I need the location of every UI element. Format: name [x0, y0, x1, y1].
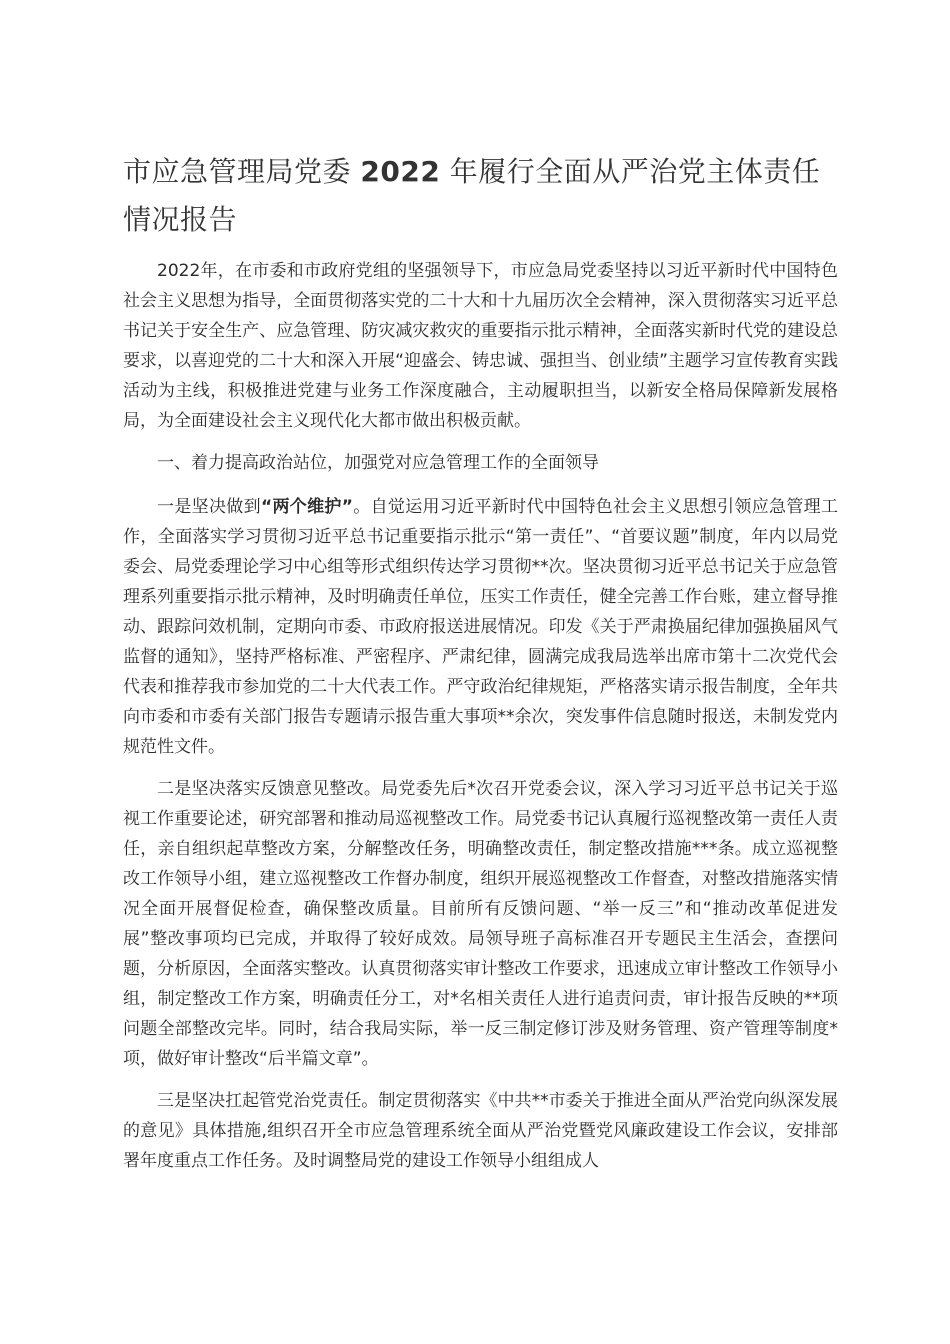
paragraph-3: 三是坚决扛起管党治党责任。制定贯彻落实《中共**市委关于推进全面从严治党向纵深发展的意见》具体措施,组织召开全市应急管理系统全面从严治党暨党风廉政建设工作会议，安排部署年度重点工作任务。及时调整局党的建设工作领导小组组成人 — [123, 1091, 838, 1171]
paragraph-1-body: 。自觉运用习近平新时代中国特色社会主义思想引领应急管理工作，全面落实学习贯彻习近平总书记重要指示批示“第一责任”、“首要议题”制度，年内以局党委会、局党委理论学习中心组等形式组织传达学习贯彻**次。坚决贯彻习近平总书记关于应急管理系列重要指示批示精神，及时明确责任单位，压实工作责任，健全完善工作台账，建立督导推动、跟踪问效机制，定期向市委、市政府报送进展情况。印发《关于严肃换届纪律加强换届风气监督的通知》，坚持严格标准、严密程序、严肃纪律，圆满完成我局选举出席市第十二次党代会代表和推荐我市参加党的二十大代表工作。严守政治纪律规矩，严格落实请示报告制度，全年共向市委和市委有关部门报告专题请示报告重大事项**余次，突发事件信息随时报送，未制发党内规范性文件。 — [123, 497, 838, 757]
paragraph-2: 二是坚决落实反馈意见整改。局党委先后*次召开党委会议，深入学习习近平总书记关于巡视工作重要论述，研究部署和推动局巡视整改工作。局党委书记认真履行巡视整改第一责任人责任，亲自组织起草整改方案，分解整改任务，明确整改责任，制定整改措施***条。成立巡视整改工作领导小组，建立巡视整改工作督办制度，组织开展巡视整改工作督查，对整改措施落实情况全面开展督促检查，确保整改质量。目前所有反馈问题、“举一反三”和“推动改革促进发展”整改事项均已完成，并取得了较好成效。局领导班子高标准召开专题民主生活会，查摆问题，分析原因，全面落实整改。认真贯彻落实审计整改工作要求，迅速成立审计整改工作领导小组，制定整改工作方案，明确责任分工，对*名相关责任人进行追责问责，审计报告反映的**项问题全部整改完毕。同时，结合我局实际，举一反三制定修订涉及财务管理、资产管理等制度*项，做好审计整改“后半篇文章”。 — [123, 779, 838, 1069]
paragraph-1-emphasis: “两个维护” — [260, 497, 353, 517]
paragraph-1-lead: 一是坚决做到 — [157, 497, 261, 517]
paragraph-1 — [123, 492, 838, 762]
title-part-2: 年履行全面从严治党主体责任情况报告 — [123, 155, 821, 236]
title-year: 2022 — [360, 155, 441, 188]
title-part-1: 市应急管理局党委 — [123, 155, 352, 188]
intro-paragraph: 2022年，在市委和市政府党组的坚强领导下，市应急局党委坚持以习近平新时代中国特色社会主义思想为指导，全面贯彻落实党的二十大和十九届历次全会精神，深入贯彻落实习近平总书记关于安全生产、应急管理、防灾减灾救灾的重要指示批示精神，全面落实新时代党的建设总要求，以喜迎党的二十大和深入开展“迎盛会、铸忠诚、强担当、创业绩”主题学习宣传教育实践活动为主线，积极推进党建与业务工作深度融合，主动履职担当，以新安全格局保障新发展格局，为全面建设社会主义现代化大都市做出积极贡献。 — [123, 261, 838, 431]
document-page — [123, 148, 838, 1188]
document-title — [123, 148, 838, 244]
section-1-heading: 一、着力提高政治站位，加强党对应急管理工作的全面领导 — [157, 453, 599, 473]
